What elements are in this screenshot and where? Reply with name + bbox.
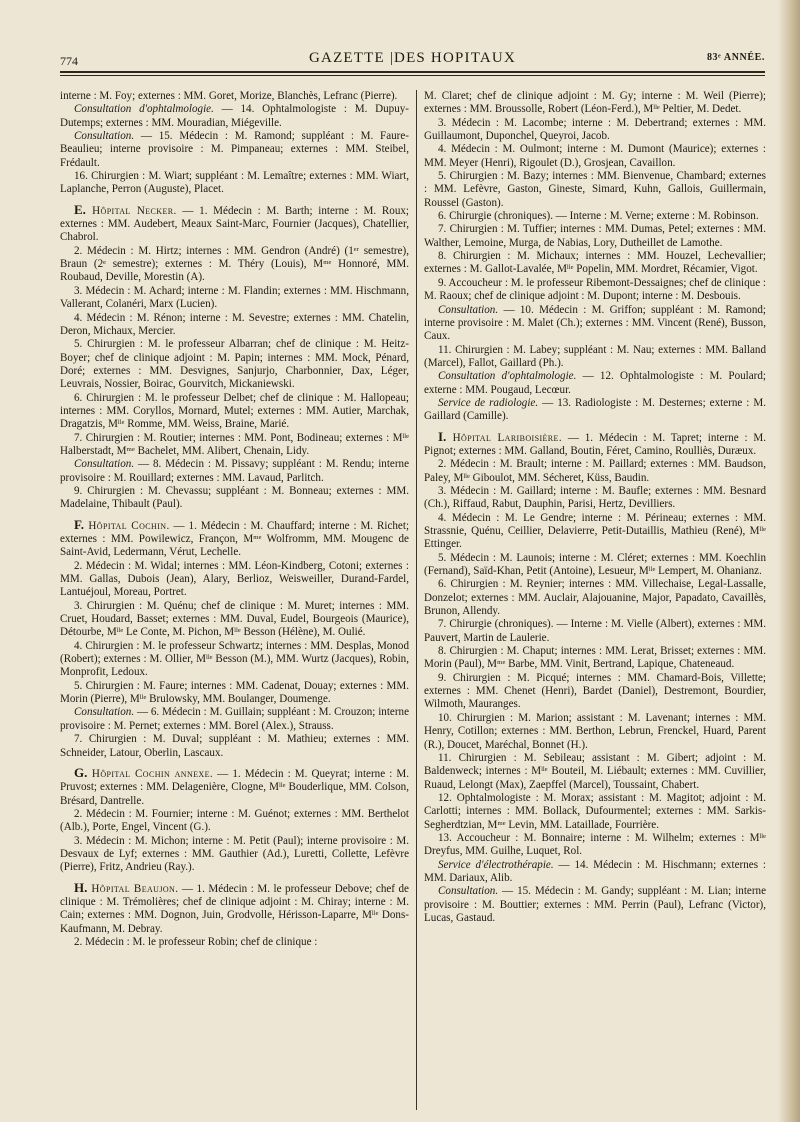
paragraph-text: 2. Médecin : M. Fournier; interne : M. Guénot; externes : MM. Berthelot (Alb.), Porte, Engel, Vincent (G.). <box>60 807 409 834</box>
paragraph-text: — 14. Ophtalmologiste : M. Dupuy-Dutemps; externes : MM. Mouradian, Miégeville. <box>60 103 410 129</box>
paragraph-text: 9. Chirurgien : M. Chevassu; suppléant : M. Bonneau; externes : MM. Madelaine, Thibault (Paul). <box>60 484 409 511</box>
paragraph <box>60 458 409 485</box>
paragraph <box>60 90 409 103</box>
service-label: Service d'électrothérapie. <box>438 858 554 871</box>
paragraph-text: 7. Chirurgien : M. Tuffier; internes : MM. Dumas, Petel; externes : MM. Walther, Lemoine, Murga, de Nabias, Lory, Dutheillet de Lamothe. <box>424 223 766 249</box>
paragraph-text: 3. Chirurgien : M. Quénu; chef de clinique : M. Muret; internes : MM. Cruet, Houdard, Basset; externes : MM. Duval, Eudel, Bourgeois (Maurice), Détourbe, Mˡˡᵉ Le Conte, M. Pichon, Mˡˡᵉ Besson (Hélène), M. Oulié. <box>60 599 409 639</box>
paragraph <box>424 645 766 672</box>
paragraph-text: 2. Médecin : M. Hirtz; internes : MM. Gendron (André) (1ᵉʳ semestre), Braun (2ᵉ semestre); externes : M. Théry (Louis), Mᵐᵉ Honnoré, MM. Roubaud, Deville, Morestin (A). <box>60 244 409 284</box>
paragraph-text: 7. Chirurgie (chroniques). — Interne : M. Vielle (Albert), externes : MM. Pauvert, Martin de Laulerie. <box>424 618 766 644</box>
paragraph <box>60 312 409 339</box>
section-letter: G. <box>74 764 92 780</box>
paragraph-text: — 8. Médecin : M. Pissavy; suppléant : M. Rendu; interne provisoire : M. Rouillard; externes : MM. Lavaud, Parlitch. <box>60 458 409 484</box>
service-label: Consultation d'ophtalmologie. <box>438 370 577 383</box>
paragraph-text: — 6. Médecin : M. Guillain; suppléant : M. Crouzon; interne provisoire : M. Pernet; externes : MM. Borel (Alex.), Strauss. <box>60 706 409 732</box>
hospital-name: Hôpital Necker. <box>92 204 177 217</box>
paragraph <box>60 835 409 875</box>
section-paragraph <box>60 518 409 560</box>
paragraph <box>60 600 409 640</box>
paragraph <box>424 672 766 712</box>
paragraph <box>60 733 409 760</box>
paragraph <box>60 245 409 285</box>
paragraph-text: 5. Chirurgien : M. le professeur Albarran; chef de clinique : M. Heitz-Boyer; chef de clinique adjoint : M. Papin; internes : MM. Mock, Pénard, Doré; externes : MM. Desvignes, Sanjurjo, Charbonnier, Dax, Léger, Leuvrais, Nossier, Boirac, Gourvitch, Mickaniewski. <box>60 338 409 391</box>
paragraph <box>60 560 409 600</box>
paragraph <box>60 680 409 707</box>
paragraph <box>424 752 766 792</box>
paragraph-text: 8. Chirurgien : M. Michaux; internes : MM. Houzel, Lechevallier; externes : M. Gallot-Lavalée, Mˡˡᵉ Popelin, MM. Mordret, Récamier, Vigot. <box>424 250 766 276</box>
paragraph <box>424 618 766 645</box>
paragraph-text: 4. Médecin : M. Le Gendre; interne : M. Périneau; externes : MM. Strassnie, Quénu, Ceillier, Delavierre, Petit-Dutaillis, Mathieu (René), Mˡˡᵉ Ettinger. <box>424 511 766 551</box>
paragraph-text: 12. Ophtalmologiste : M. Morax; assistant : M. Magitot; adjoint : M. Carlotti; internes : MM. Bollack, Dufourmentel; externes : MM. Sarkis-Segherdtzian, Mᵐᵉ Levin, MM. Lataillade, Fourrière. <box>424 791 766 831</box>
paragraph <box>424 344 766 371</box>
paragraph-text: 9. Chirurgien : M. Picqué; internes : MM. Chamard-Bois, Villette; externes : MM. Chenet (Henri), Bardet (Daniel), Destremont, Bourdier, Wilmoth, Mauranges. <box>424 671 766 711</box>
paragraph-text: — 14. Médecin : M. Hischmann; externes : MM. Dariaux, Alib. <box>424 858 766 884</box>
paragraph <box>424 90 766 117</box>
section-letter: I. <box>438 428 453 444</box>
paragraph-text: — 15. Médecin : M. Ramond; suppléant : M. Faure-Beaulieu; interne provisoire : M. Pimpaneau; externes : MM. Steibel, Frédault. <box>60 130 409 169</box>
paragraph-text: 16. Chirurgien : M. Wiart; suppléant : M. Lemaître; externes : MM. Wiart, Laplanche, Perron (Auguste), Placet. <box>60 170 409 196</box>
paragraph <box>60 485 409 512</box>
paragraph <box>60 640 409 680</box>
paragraph-text: 7. Chirurgien : M. Routier; internes : MM. Pont, Bodineau; externes : Mˡˡᵉ Halberstadt, Mᵐᵉ Bachelet, MM. Alibert, Chenain, Lidy. <box>60 431 409 457</box>
paragraph-text: — 1. Médecin : M. Queyrat; interne : M. Pruvost; externes : MM. Delagenière, Clogne, Mˡˡᵉ Bouderlique, MM. Colson, Brésard, Dantrelle. <box>60 767 410 807</box>
paragraph <box>424 304 766 344</box>
paragraph-text: — 1. Médecin : M. le professeur Debove; chef de clinique : M. Trémolières; chef de clinique adjoint : M. Chiray; interne : M. Cain; externes : MM. Dognon, Juin, Grodvolle, Hérisson-Laparre, Mˡˡᵉ Dons-Kaufmann, M. Debray. <box>60 882 409 935</box>
column-divider <box>416 90 417 1110</box>
section-letter: F. <box>74 516 89 532</box>
paragraph <box>60 285 409 312</box>
paragraph <box>424 578 766 618</box>
paragraph-text: 7. Chirurgien : M. Duval; suppléant : M. Mathieu; externes : MM. Schneider, Latour, Oberlin, Lascaux. <box>60 733 409 759</box>
paragraph-text: 3. Médecin : M. Achard; interne : M. Flandin; externes : MM. Hischmann, Vallerant, Colanéri, Marx (Lucien). <box>60 284 409 311</box>
section-paragraph <box>424 430 766 459</box>
right-column <box>424 90 766 925</box>
paragraph-text: 11. Chirurgien : M. Labey; suppléant : M. Nau; externes : MM. Balland (Marcel), Fallot, Gaillard (Ph.). <box>424 343 766 369</box>
paragraph <box>424 792 766 832</box>
page-number: 774 <box>60 54 78 68</box>
paragraph-text: 3. Médecin : M. Lacombe; interne : M. Debertrand; externes : MM. Guillaumont, Duponchel, Queyroi, Jacob. <box>424 116 766 143</box>
paragraph <box>424 143 766 170</box>
paragraph-text: 9. Accoucheur : M. le professeur Ribemont-Dessaignes; chef de clinique : M. Raoux; chef de clinique adjoint : M. Dupont; interne : M. Desbouis. <box>424 276 766 303</box>
paragraph-text: 6. Chirurgien : M. le professeur Delbet; chef de clinique : M. Hallopeau; internes : MM. Coryllos, Mornard, Mutel; externes : MM. Autier, Marchak, Dragatzis, Mˡˡᵉ Romme, MM. Weiss, Braine, Marié. <box>60 391 409 431</box>
paragraph-text: — 12. Ophtalmologiste : M. Poulard; externe : MM. Pougaud, Lecœur. <box>424 370 766 396</box>
service-label: Consultation. <box>438 885 499 898</box>
paragraph <box>424 117 766 144</box>
paragraph-text: — 1. Médecin : M. Chauffard; interne : M. Richet; externes : MM. Powilewicz, Françon, Mᵐᵉ Wolfromm, MM. Mougenc de Saint-Avid, Ledermann, Vérut, Lechelle. <box>60 519 410 559</box>
service-label: Service de radiologie. <box>438 396 539 409</box>
paragraph <box>60 432 409 459</box>
paragraph <box>424 250 766 277</box>
section-letter: E. <box>74 201 93 217</box>
header-rule-thick <box>60 71 765 73</box>
paragraph-text: 5. Médecin : M. Launois; interne : M. Cléret; externes : MM. Koechlin (Fernand), Saïd-Khan, Petit (Antoine), Lesueur, Mˡˡᵉ Lempert, M. Ohanianz. <box>424 551 766 578</box>
paragraph <box>424 712 766 752</box>
paragraph <box>424 170 766 210</box>
service-label: Consultation. <box>74 706 135 719</box>
paragraph <box>424 885 766 925</box>
paragraph <box>424 859 766 886</box>
paragraph-text: 6. Chirurgien : M. Reynier; internes : MM. Villechaise, Legal-Lassalle, Donzelot; externes : MM. Auclair, Alajouanine, Major, Papadato, Cavaillès, Brunon, Allendy. <box>424 578 766 618</box>
section-paragraph <box>60 881 409 936</box>
paragraph <box>424 223 766 250</box>
paragraph <box>424 552 766 579</box>
paragraph <box>60 338 409 391</box>
section-letter: H. <box>74 879 92 895</box>
paragraph <box>424 512 766 552</box>
paragraph-text: M. Claret; chef de clinique adjoint : M. Gy; interne : M. Weil (Pierre); externes : MM. Broussolle, Robert (Léon-Ferd.), Mˡˡᵉ Peltier, M. Dedet. <box>424 90 766 116</box>
hospital-name: Hôpital Beaujon. <box>91 882 179 895</box>
section-paragraph <box>60 203 409 245</box>
paragraph-text: 5. Chirurgien : M. Bazy; internes : MM. Bienvenue, Chambard; externes : MM. Lefèvre, Gaston, Gineste, Simard, Kuhn, Gallois, Guillermain, Roussel (Gaston). <box>424 170 766 209</box>
paragraph <box>424 210 766 223</box>
paragraph-text: 11. Chirurgien : M. Sebileau; assistant : M. Gibert; adjoint : M. Baldenweck; internes : Mˡˡᵉ Bouteil, M. Liébault; externes : MM. Cuvillier, Ruaud, Lelongt (Max), Zaepffel (Marcel), Toussaint, Chabert. <box>424 751 766 791</box>
left-column <box>60 90 409 949</box>
paragraph <box>60 130 409 170</box>
paragraph <box>424 370 766 397</box>
paragraph-text: — 1. Médecin : M. Barth; interne : M. Roux; externes : MM. Audebert, Meaux Saint-Marc, Fournier (Jacques), Chatellier, Chabrol. <box>60 204 410 244</box>
paragraph <box>424 458 766 485</box>
paragraph-text: 6. Chirurgie (chroniques). — Interne : M. Verne; externe : M. Robinson. <box>438 210 759 223</box>
paragraph-text: — 10. Médecin : M. Griffon; suppléant : M. Ramond; interne provisoire : M. Malet (Ch.); externes : MM. Vincent (René), Busson, Caux. <box>424 303 766 343</box>
paragraph-text: — 13. Radiologiste : M. Desternes; externe : M. Gaillard (Camille). <box>424 396 766 423</box>
paragraph <box>60 808 409 835</box>
paragraph-text: interne : M. Foy; externes : MM. Goret, Morize, Blanchès, Lefranc (Pierre). <box>60 90 398 102</box>
paragraph <box>60 706 409 733</box>
paragraph-text: 8. Chirurgien : M. Chaput; internes : MM. Lerat, Brisset; externes : MM. Morin (Paul), Mᵐᵉ Barbe, MM. Vinit, Bertrand, Lapique, Chateneaud. <box>424 645 766 671</box>
paragraph <box>424 277 766 304</box>
paragraph <box>60 103 409 130</box>
hospital-name: Hôpital Lariboisière. <box>452 431 562 444</box>
paragraph <box>60 170 409 197</box>
paragraph-text: — 15. Médecin : M. Gandy; suppléant : M. Lian; interne provisoire : M. Bouttier; externes : MM. Perrin (Paul), Lefranc (Victor), Lucas, Gastaud. <box>424 885 766 924</box>
service-label: Consultation. <box>74 458 135 471</box>
hospital-name: Hôpital Cochin. <box>88 519 170 532</box>
section-paragraph <box>60 766 409 808</box>
page-edge-shadow <box>778 0 800 1122</box>
paragraph-text: 3. Médecin : M. Michon; interne : M. Petit (Paul); interne provisoire : M. Desvaux de Lyf; externes : MM. Gauthier (Ad.), Luretti, Collette, Lefèvre (Pierre), Fritz, Andrieu (Ray.). <box>60 834 409 874</box>
paragraph-text: 10. Chirurgien : M. Marion; assistant : M. Lavenant; internes : MM. Henry, Cotillon; externes : MM. Berthon, Lebrun, Frenckel, Huard, Parent (R.), Doucet, Maréchal, Bonnet (H.). <box>424 711 766 751</box>
service-label: Consultation. <box>438 303 499 316</box>
journal-title: GAZETTE |DES HOPITAUX <box>309 50 516 66</box>
paragraph <box>60 936 409 949</box>
paragraph-text: 3. Médecin : M. Gaillard; interne : M. Baufle; externes : MM. Besnard (Ch.), Riffaud, Rabut, Dauphin, Parisi, Hertz, Devilliers. <box>424 484 766 511</box>
paragraph-text: 2. Médecin : M. Brault; interne : M. Paillard; externes : MM. Baudson, Paley, Mˡˡᵉ Giboulot, MM. Sécheret, Küss, Baudin. <box>424 458 766 484</box>
paragraph <box>424 832 766 859</box>
page-header <box>60 50 765 70</box>
year-label: 83ᵉ ANNÉE. <box>706 52 765 63</box>
paragraph-text: — 1. Médecin : M. Tapret; interne : M. Pignot; externes : MM. Galland, Boutin, Féret, Camino, Roulliès, Duræux. <box>424 431 766 457</box>
header-rule-thin <box>60 75 765 76</box>
paragraph-text: 5. Chirurgien : M. Faure; internes : MM. Cadenat, Douay; externes : MM. Morin (Pierre), Mˡˡᵉ Brulowsky, MM. Boulanger, Doumenge. <box>60 679 409 706</box>
paragraph <box>424 397 766 424</box>
paragraph <box>424 485 766 512</box>
paragraph-text: 13. Accoucheur : M. Bonnaire; interne : M. Wilhelm; externes : Mˡˡᵉ Dreyfus, MM. Guilhe, Luquet, Rol. <box>424 831 766 858</box>
paragraph-text: 4. Médecin : M. Rénon; interne : M. Sevestre; externes : MM. Chatelin, Deron, Michaux, Mercier. <box>60 311 409 337</box>
paragraph <box>60 392 409 432</box>
service-label: Consultation d'ophtalmologie. <box>74 103 214 116</box>
paragraph-text: 2. Médecin : M. le professeur Robin; chef de clinique : <box>74 935 318 948</box>
service-label: Consultation. <box>74 130 135 143</box>
paragraph-text: 4. Médecin : M. Oulmont; interne : M. Dumont (Maurice); externes : MM. Meyer (Henri), Rigoulet (D.), Grosjean, Cavaillon. <box>424 143 766 169</box>
hospital-name: Hôpital Cochin annexe. <box>91 767 214 780</box>
paragraph-text: 4. Chirurgien : M. le professeur Schwartz; internes : MM. Desplas, Monod (Robert); externes : M. Ollier, Mˡˡᵉ Besson (M.), MM. Wurtz (Jacques), Robin, Monprofit, Ledoux. <box>60 639 409 679</box>
paragraph-text: 2. Médecin : M. Widal; internes : MM. Léon-Kindberg, Cotoni; externes : MM. Gallas, Dubois (Jean), Alary, Berlioz, Weisweiller, Durand-Fardel, Lantuéjoul, Moreau, Portret. <box>60 559 409 599</box>
